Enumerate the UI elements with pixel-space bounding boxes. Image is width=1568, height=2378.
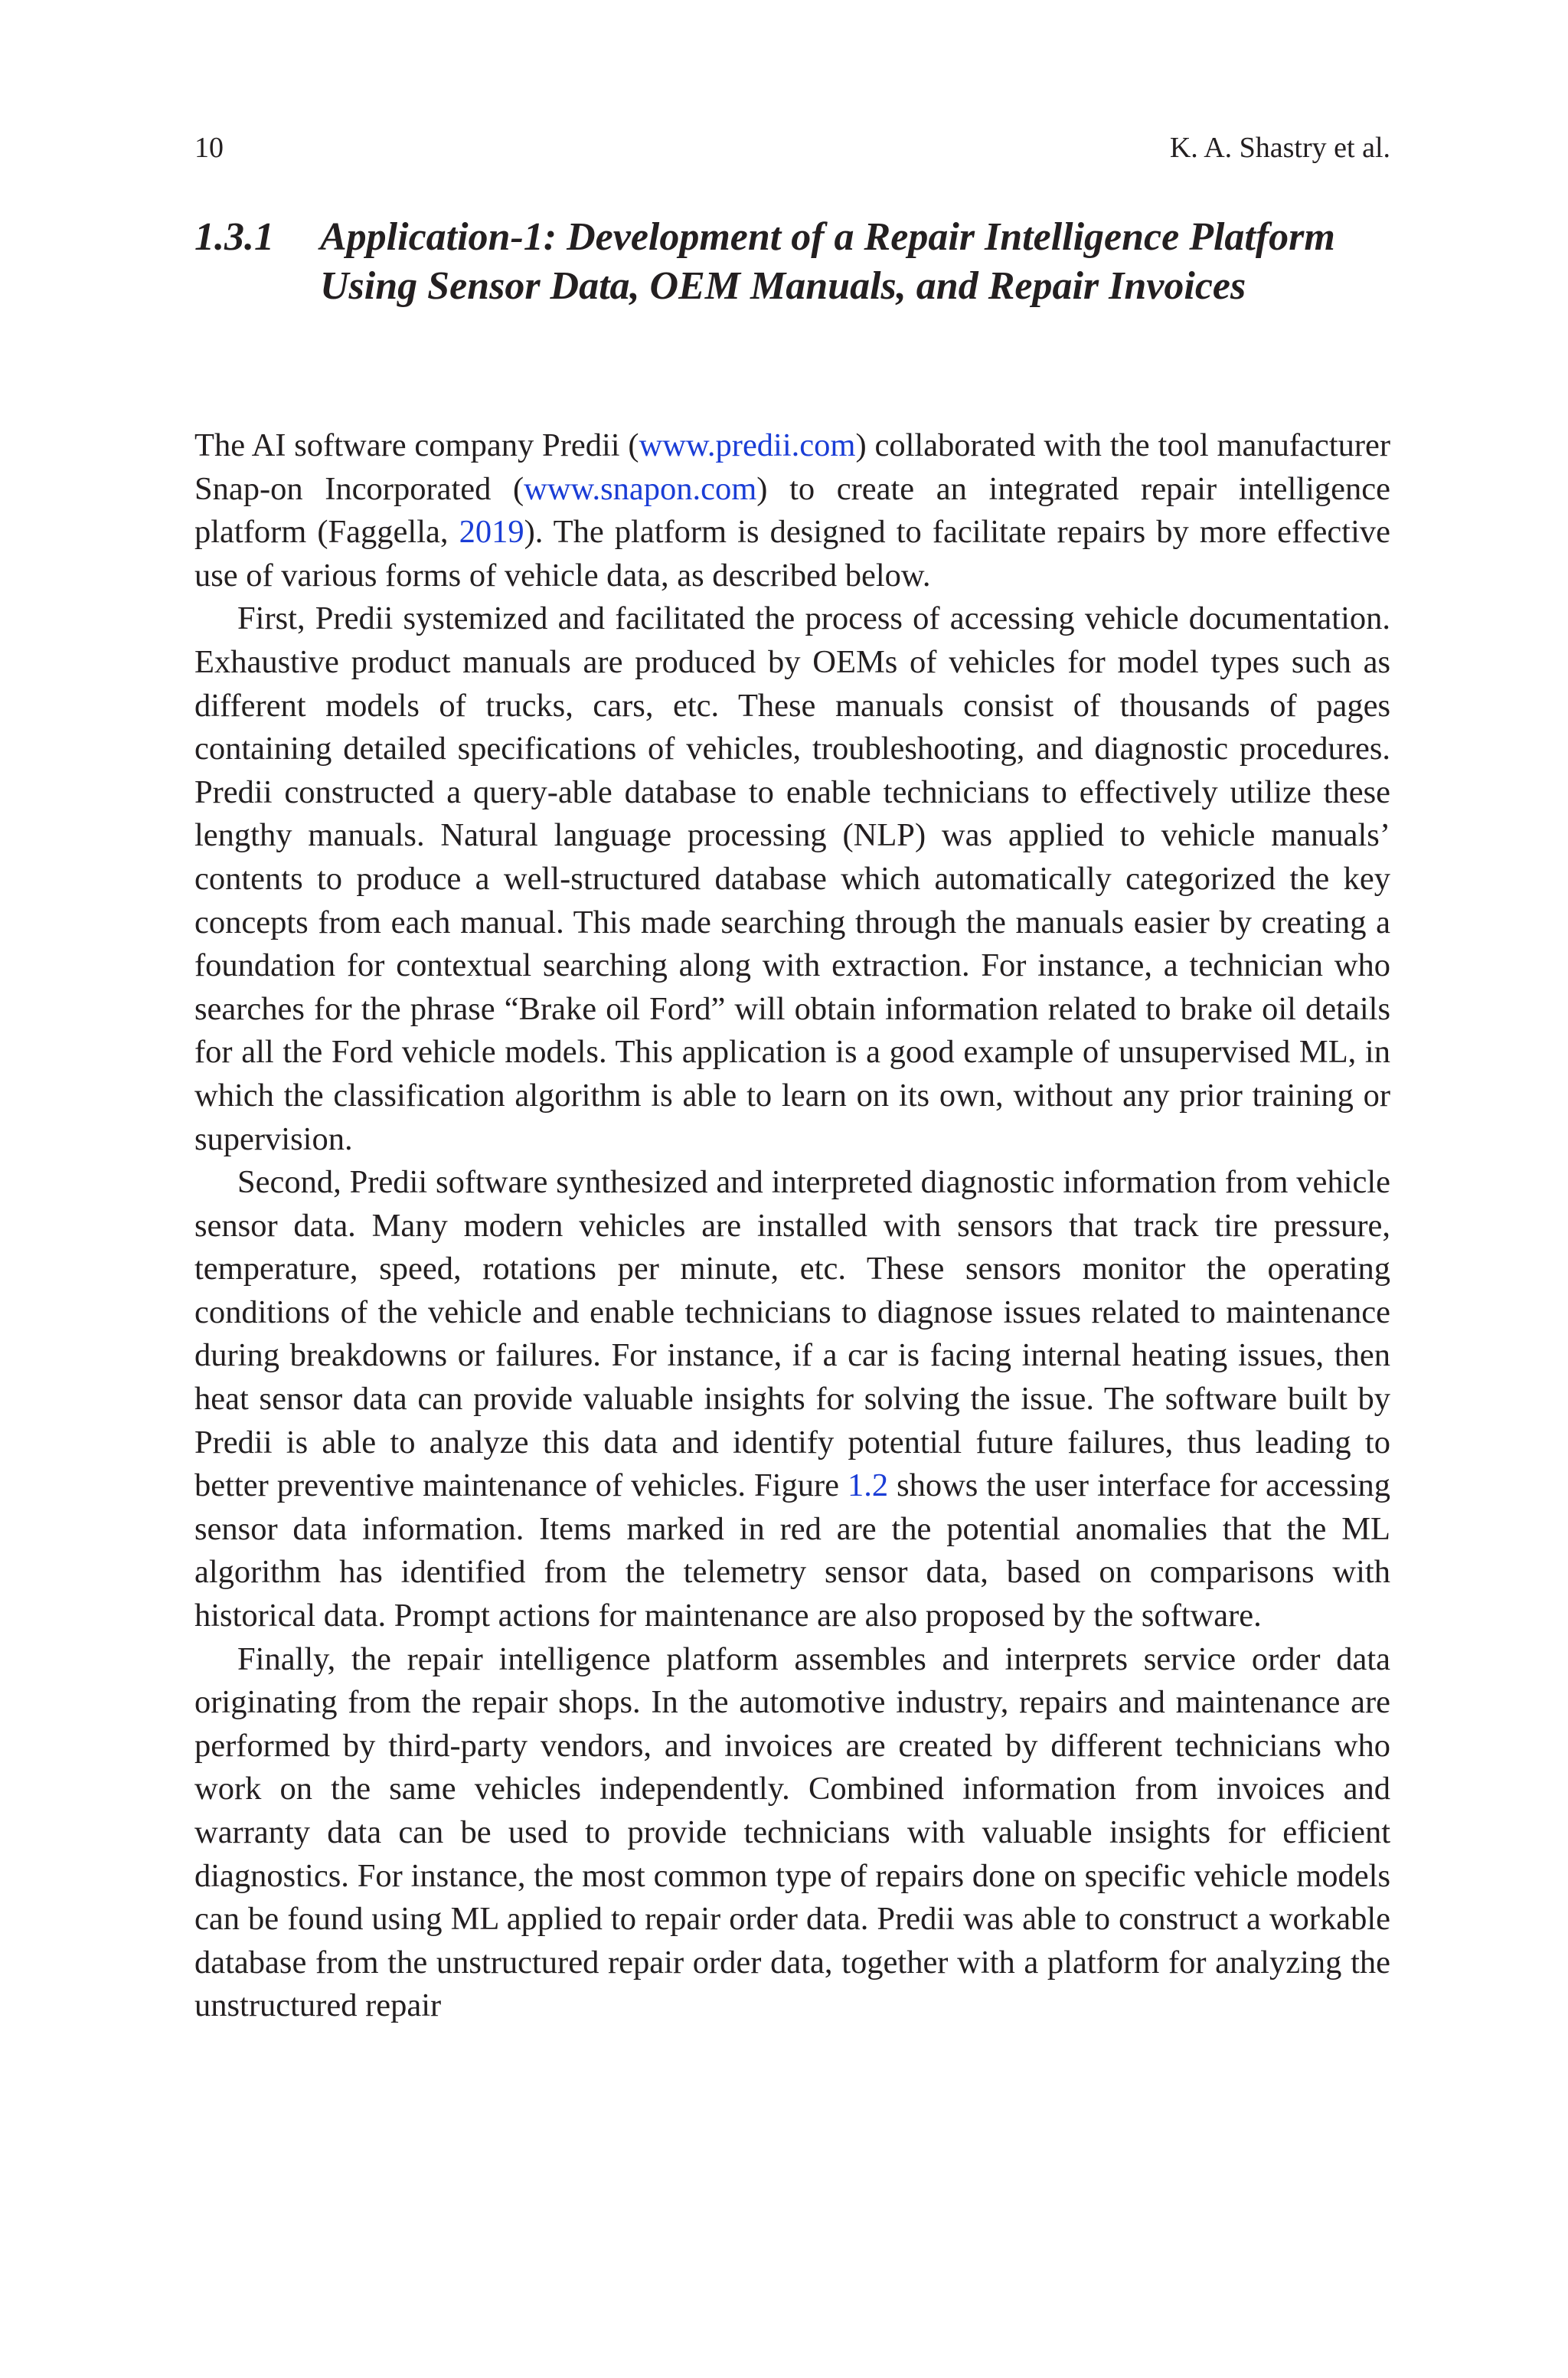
snapon-link[interactable]: www.snapon.com [524,470,757,507]
citation-link-2019[interactable]: 2019 [459,514,524,551]
paragraph-1 [194,424,1390,597]
running-head: K. A. Shastry et al. [1169,132,1390,164]
paragraph-1-text-c: ) to create an integrated repair intelligence platform (Faggella, [194,470,1390,551]
page-header [194,129,1390,167]
paragraph-3-text-a: Second, Predii software synthesized and interpreted diagnostic information from vehicle sensor data. Many modern vehicles are installed with sensors that track tire pressure, temperature, speed, rotations per minute, etc. These sensors monitor the operating conditions of the vehicle and enable technicians to diagnose issues related to maintenance during breakdowns or failures. For instance, if a car is facing internal heating issues, then heat sensor data can provide valuable insights for solving the issue. The software built by Predii is able to analyze this data and identify potential future failures, thus leading to better preventive maintenance of vehicles. Figure [194,1164,1390,1504]
paragraph-1-text-a: The AI software company Predii ( [194,427,639,463]
paragraph-3-text-b: shows the user interface for accessing sensor data information. Items marked in red are the potential anomalies that the ML algorithm has identified from the telemetry sensor data, based on comparisons with historical data. Prompt actions for maintenance are also proposed by the software. [194,1467,1390,1634]
section-heading [194,213,1390,311]
paragraph-2: First, Predii systemized and facilitated the process of accessing vehicle documentation. Exhaustive product manuals are produced by OEMs of vehicles for model types such as different models of trucks, cars, etc. These manuals consist of thousands of pages containing detailed specifications of vehicles, troubleshooting, and diagnostic procedures. Predii constructed a query-able database to enable technicians to effectively utilize these lengthy manuals. Natural language processing (NLP) was applied to vehicle manuals’ contents to produce a well-structured database which automatically categorized the key concepts from each manual. This made searching through the manuals easier by creating a foundation for contextual searching along with extraction. For instance, a technician who searches for the phrase “Brake oil Ford” will obtain information related to brake oil details for all the Ford vehicle models. This application is a good example of unsupervised ML, in which the classification algorithm is able to learn on its own, without any prior training or supervision. [194,600,1390,1157]
section-title: Application-1: Development of a Repair Intelligence Platform Using Sensor Data, OEM Manuals, and Repair Invoices [320,215,1335,308]
predii-link[interactable]: www.predii.com [639,427,856,463]
section-number: 1.3.1 [194,215,274,259]
page-number: 10 [194,132,224,164]
paragraph-1-text-b: ) collaborated with the tool manufacturer Snap-on Incorporated ( [194,427,1391,507]
figure-ref-link[interactable]: 1.2 [847,1467,889,1504]
paragraph-3 [194,1161,1390,1638]
paragraph-1-text-d: ). The platform is designed to facilitate repairs by more effective use of various forms of vehicle data, as described below. [194,514,1390,594]
paragraph-4: Finally, the repair intelligence platform assembles and interprets service order data originating from the repair shops. In the automotive industry, repairs and maintenance are performed by third-party vendors, and invoices are created by different technicians who work on the same vehicles independently. Combined information from invoices and warranty data can be used to provide technicians with valuable insights for efficient diagnostics. For instance, the most common type of repairs done on specific vehicle models can be found using ML applied to repair order data. Predii was able to construct a workable database from the unstructured repair order data, together with a platform for analyzing the unstructured repair [194,1640,1390,2024]
body-text [194,424,1390,2028]
